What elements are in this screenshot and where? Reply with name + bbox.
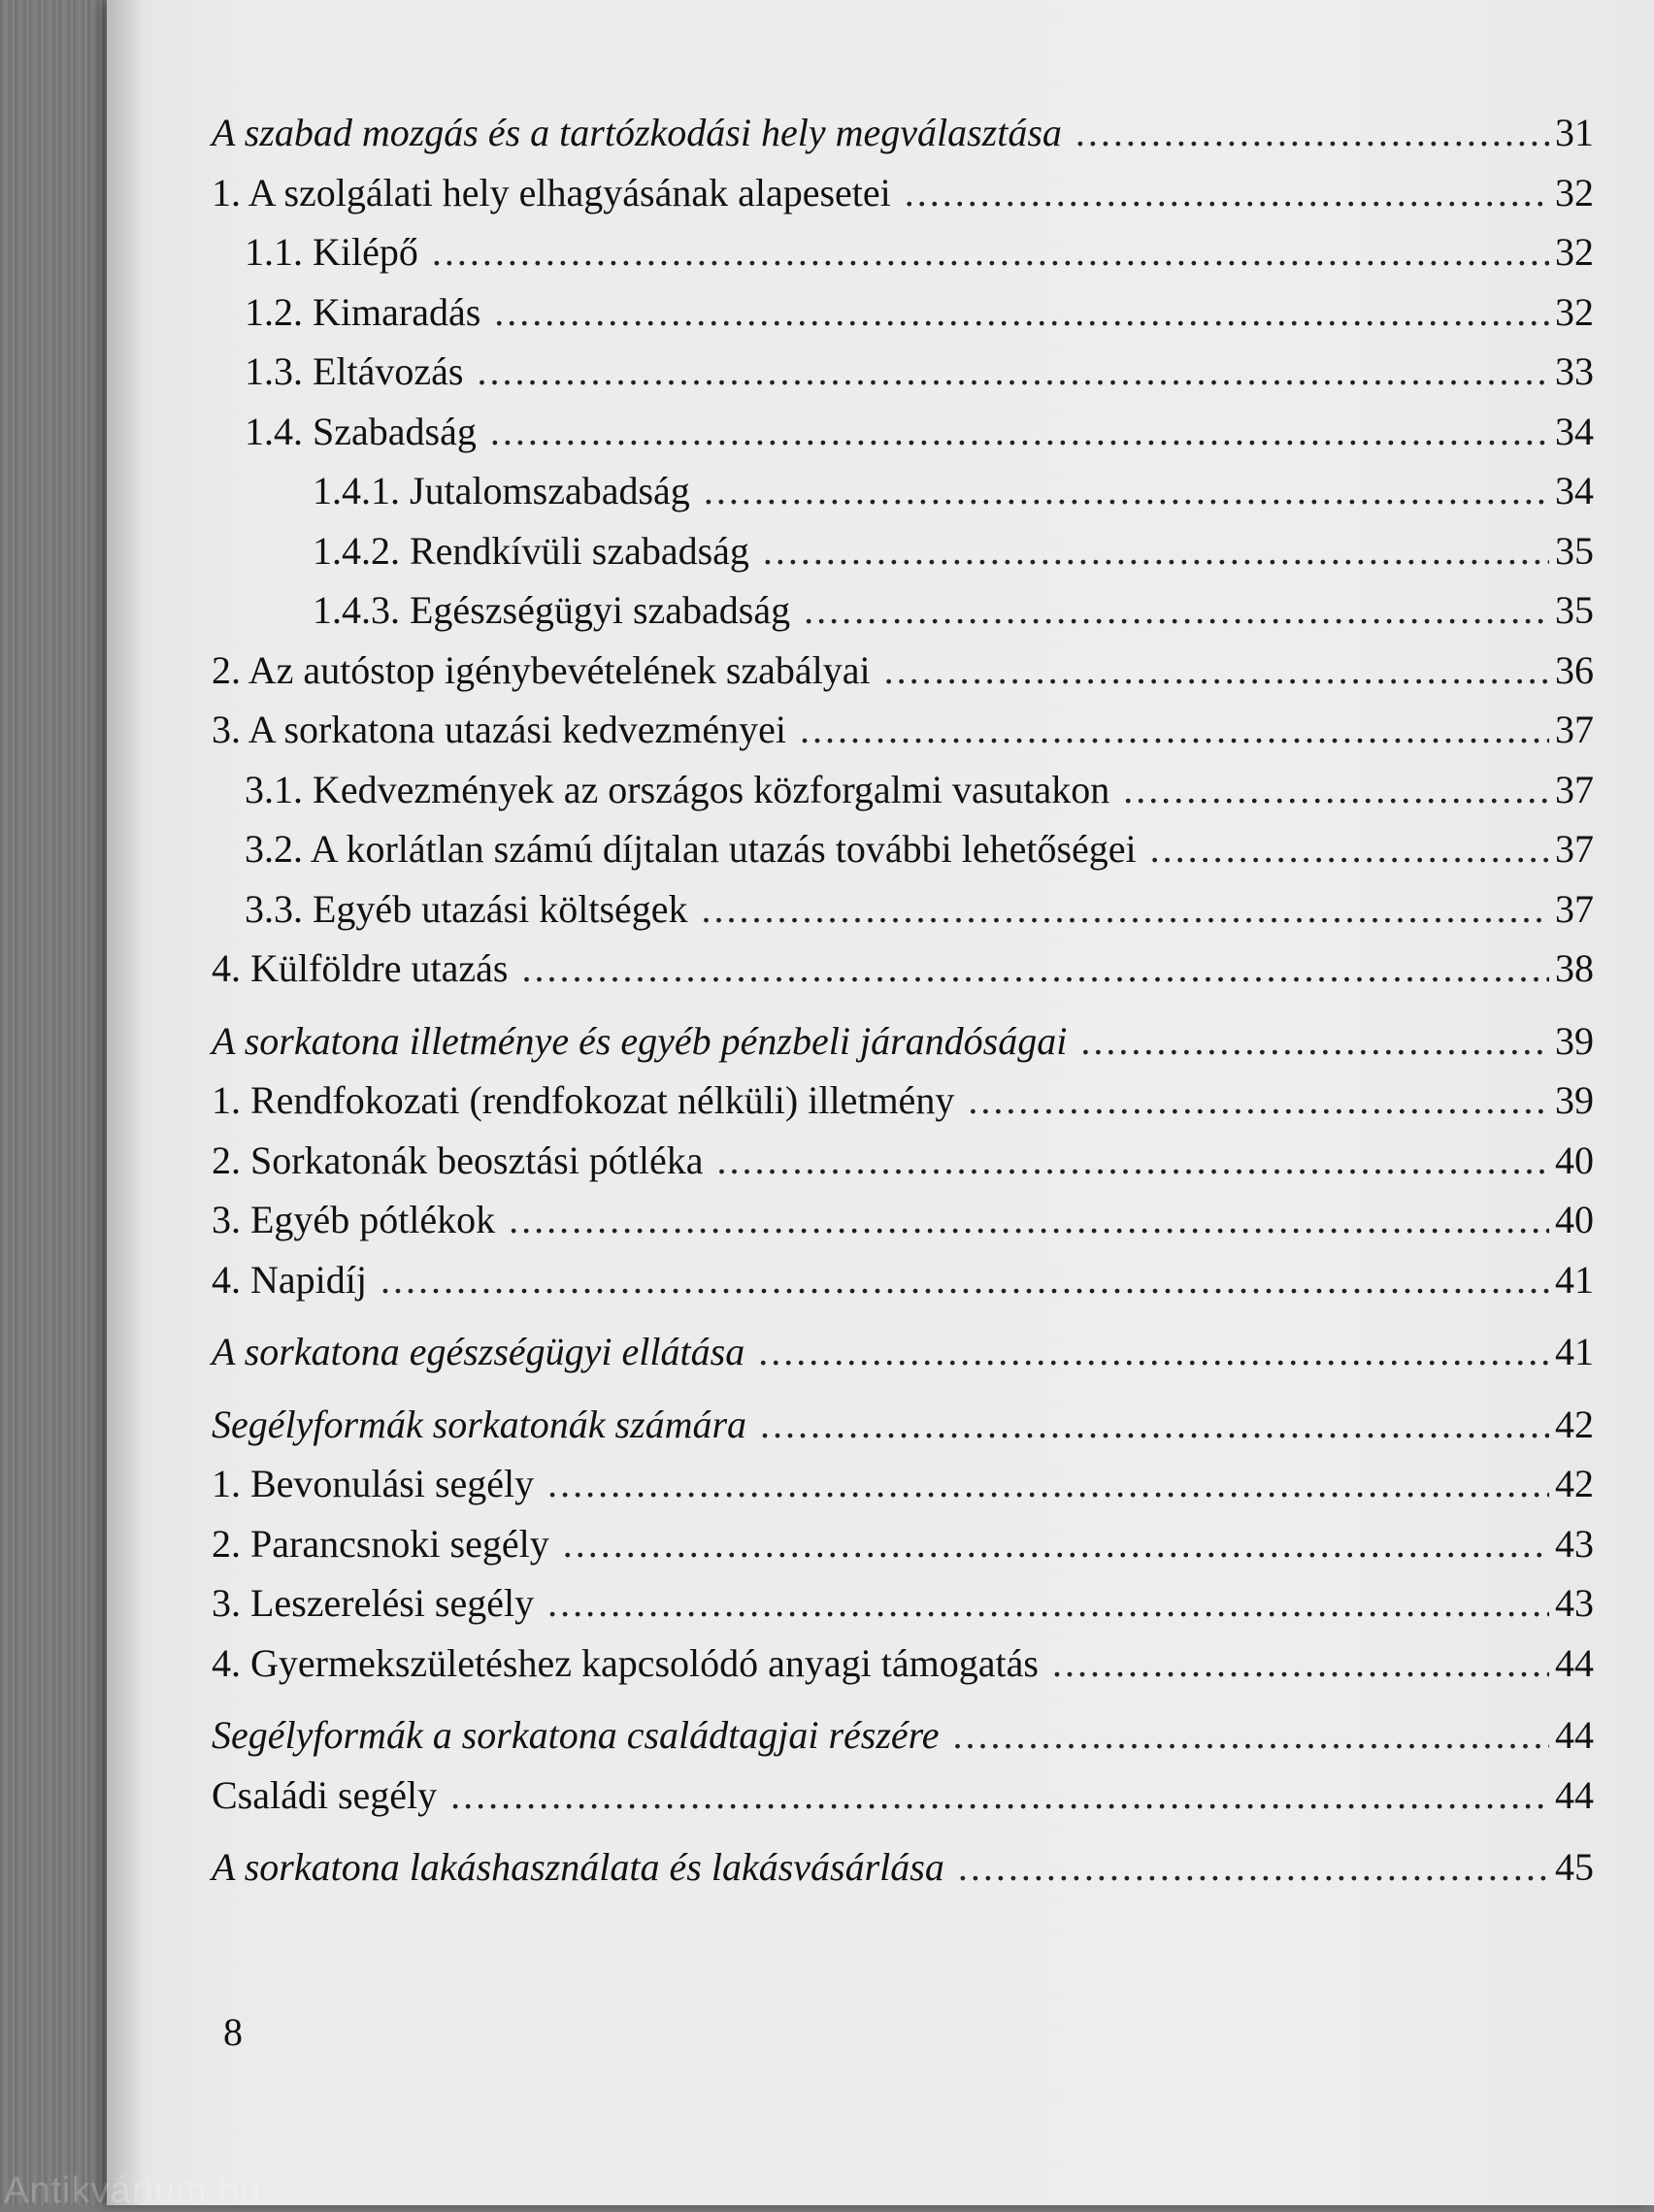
dot-leader [704,461,1549,521]
toc-entry-page: 34 [1555,469,1594,512]
dot-leader [478,342,1550,402]
toc-entry-page: 32 [1555,289,1594,334]
toc-entry-title: 4. Napidíj [212,1257,367,1302]
toc-entry-page: 34 [1555,409,1594,453]
toc-entry [212,939,1594,999]
dot-leader [884,641,1549,701]
toc-entry-page: 42 [1555,1402,1594,1446]
toc-entry [212,163,1594,223]
toc-entry-title: 2. Az autóstop igénybevételének szabályai [212,647,871,692]
toc-entry-title: A sorkatona illetménye és egyéb pénzbeli járandóságai [212,1018,1068,1063]
dot-leader [380,1250,1549,1310]
toc-entry-title: 3. Leszerelési segély [212,1581,535,1625]
dot-leader [1052,1634,1549,1694]
toc-entry-page: 43 [1555,1521,1594,1566]
toc-entry-page: 32 [1555,170,1594,215]
toc-entry-title: 1. Bevonulási segély [212,1462,535,1505]
dot-leader [432,222,1549,282]
toc-entry [212,879,1594,940]
dot-leader [958,1837,1549,1898]
toc-entry [212,1573,1594,1634]
toc-section-heading [212,1837,1594,1898]
dot-leader [494,282,1549,343]
toc-entry [212,521,1594,581]
toc-entry [212,580,1594,641]
toc-entry-title: 1.4.1. Jutalomszabadság [313,469,690,512]
toc-entry-page: 37 [1555,886,1594,931]
toc-entry [212,282,1594,343]
toc-section-heading [212,1395,1594,1455]
toc-entry-title: A sorkatona lakáshasználata és lakásvásárlása [212,1845,944,1889]
dot-leader [1123,760,1549,820]
dot-leader [717,1131,1549,1191]
toc-entry [212,1766,1594,1826]
toc-entry-title: A sorkatona egészségügyi ellátása [212,1330,745,1373]
toc-entry-title: 1.2. Kimaradás [245,289,481,334]
toc-entry-page: 37 [1555,827,1594,871]
book-page [107,0,1654,2205]
toc-entry-title: 4. Külföldre utazás [212,946,509,990]
page-number: 8 [223,2010,243,2054]
dot-leader [702,879,1549,940]
toc-entry-title: 1.4. Szabadság [245,409,477,453]
toc-entry-page: 31 [1555,111,1594,154]
toc-section-heading [212,1322,1594,1382]
toc-section-heading [212,1011,1594,1072]
dot-leader [760,1395,1549,1455]
dot-leader [509,1190,1549,1250]
toc-entry [212,1454,1594,1514]
toc-entry [212,1634,1594,1694]
toc-entry-title: A szabad mozgás és a tartózkodási hely megválasztása [212,111,1062,154]
toc-entry-page: 40 [1555,1198,1594,1241]
toc-entry [212,1190,1594,1250]
table-of-contents [212,103,1594,1898]
dot-leader [490,402,1549,462]
toc-entry [212,1250,1594,1310]
toc-entry [212,1071,1594,1131]
toc-entry [212,700,1594,760]
toc-entry-title: 3. A sorkatona utazási kedvezményei [212,708,787,751]
dot-leader [800,700,1549,760]
toc-entry-title: 1.3. Eltávozás [245,349,464,393]
toc-entry [212,1514,1594,1574]
toc-entry-title: 1. Rendfokozati (rendfokozat nélküli) illetmény [212,1078,955,1122]
watermark-text: Antikvárium.hu [4,2170,262,2211]
toc-entry-title: 4. Gyermekszületéshez kapcsolódó anyagi támogatás [212,1640,1039,1685]
toc-entry [212,222,1594,282]
dot-leader [521,939,1549,999]
dot-leader [758,1322,1549,1382]
toc-entry [212,641,1594,701]
dot-leader [1080,1011,1549,1072]
dot-leader [968,1071,1549,1131]
toc-entry-page: 42 [1555,1462,1594,1505]
toc-entry-page: 35 [1555,588,1594,632]
toc-entry [212,1131,1594,1191]
toc-entry-page: 43 [1555,1581,1594,1625]
dot-leader [563,1514,1549,1574]
toc-entry-title: 1.1. Kilépő [245,230,418,274]
toc-entry-title: 3.1. Kedvezmények az országos közforgalmi vasutakon [245,767,1110,811]
toc-entry-page: 44 [1555,1713,1594,1757]
toc-entry-page: 35 [1555,528,1594,573]
toc-entry-page: 39 [1555,1018,1594,1063]
dot-leader [547,1573,1549,1634]
toc-entry-page: 37 [1555,708,1594,751]
dot-leader [804,580,1549,641]
toc-entry-page: 41 [1555,1330,1594,1373]
toc-section-heading [212,1705,1594,1766]
toc-entry [212,402,1594,462]
toc-entry-title: Családi segély [212,1772,438,1817]
toc-entry-title: 2. Sorkatonák beosztási pótléka [212,1138,704,1182]
toc-entry-title: 2. Parancsnoki segély [212,1521,549,1566]
toc-entry-page: 41 [1555,1257,1594,1302]
toc-entry-page: 38 [1555,946,1594,990]
toc-entry-page: 32 [1555,230,1594,274]
toc-entry [212,461,1594,521]
book-binding [0,0,115,2205]
toc-entry [212,819,1594,879]
dot-leader [905,163,1549,223]
toc-entry-page: 40 [1555,1138,1594,1182]
toc-entry-page: 44 [1555,1640,1594,1685]
toc-entry-page: 39 [1555,1078,1594,1122]
dot-leader [953,1705,1549,1766]
dot-leader [547,1454,1549,1514]
toc-entry-page: 44 [1555,1772,1594,1817]
dot-leader [1075,103,1549,163]
toc-entry-title: 3. Egyéb pótlékok [212,1198,496,1241]
toc-entry-title: 3.2. A korlátlan számú díjtalan utazás további lehetőségei [245,827,1137,871]
dot-leader [1150,819,1549,879]
toc-entry [212,760,1594,820]
toc-entry-page: 33 [1555,349,1594,393]
dot-leader [763,521,1549,581]
toc-entry-title: Segélyformák sorkatonák számára [212,1402,747,1446]
toc-entry-page: 36 [1555,647,1594,692]
toc-entry-title: 1.4.3. Egészségügyi szabadság [313,588,791,632]
toc-entry-title: Segélyformák a sorkatona családtagjai részére [212,1713,940,1757]
toc-entry-title: 1.4.2. Rendkívüli szabadság [313,528,749,573]
toc-entry-page: 37 [1555,767,1594,811]
toc-entry-page: 45 [1555,1845,1594,1889]
toc-entry-title: 1. A szolgálati hely elhagyásának alapesetei [212,170,891,215]
toc-entry-title: 3.3. Egyéb utazási költségek [245,886,688,931]
toc-section-heading [212,103,1594,163]
dot-leader [450,1766,1549,1826]
toc-entry [212,342,1594,402]
